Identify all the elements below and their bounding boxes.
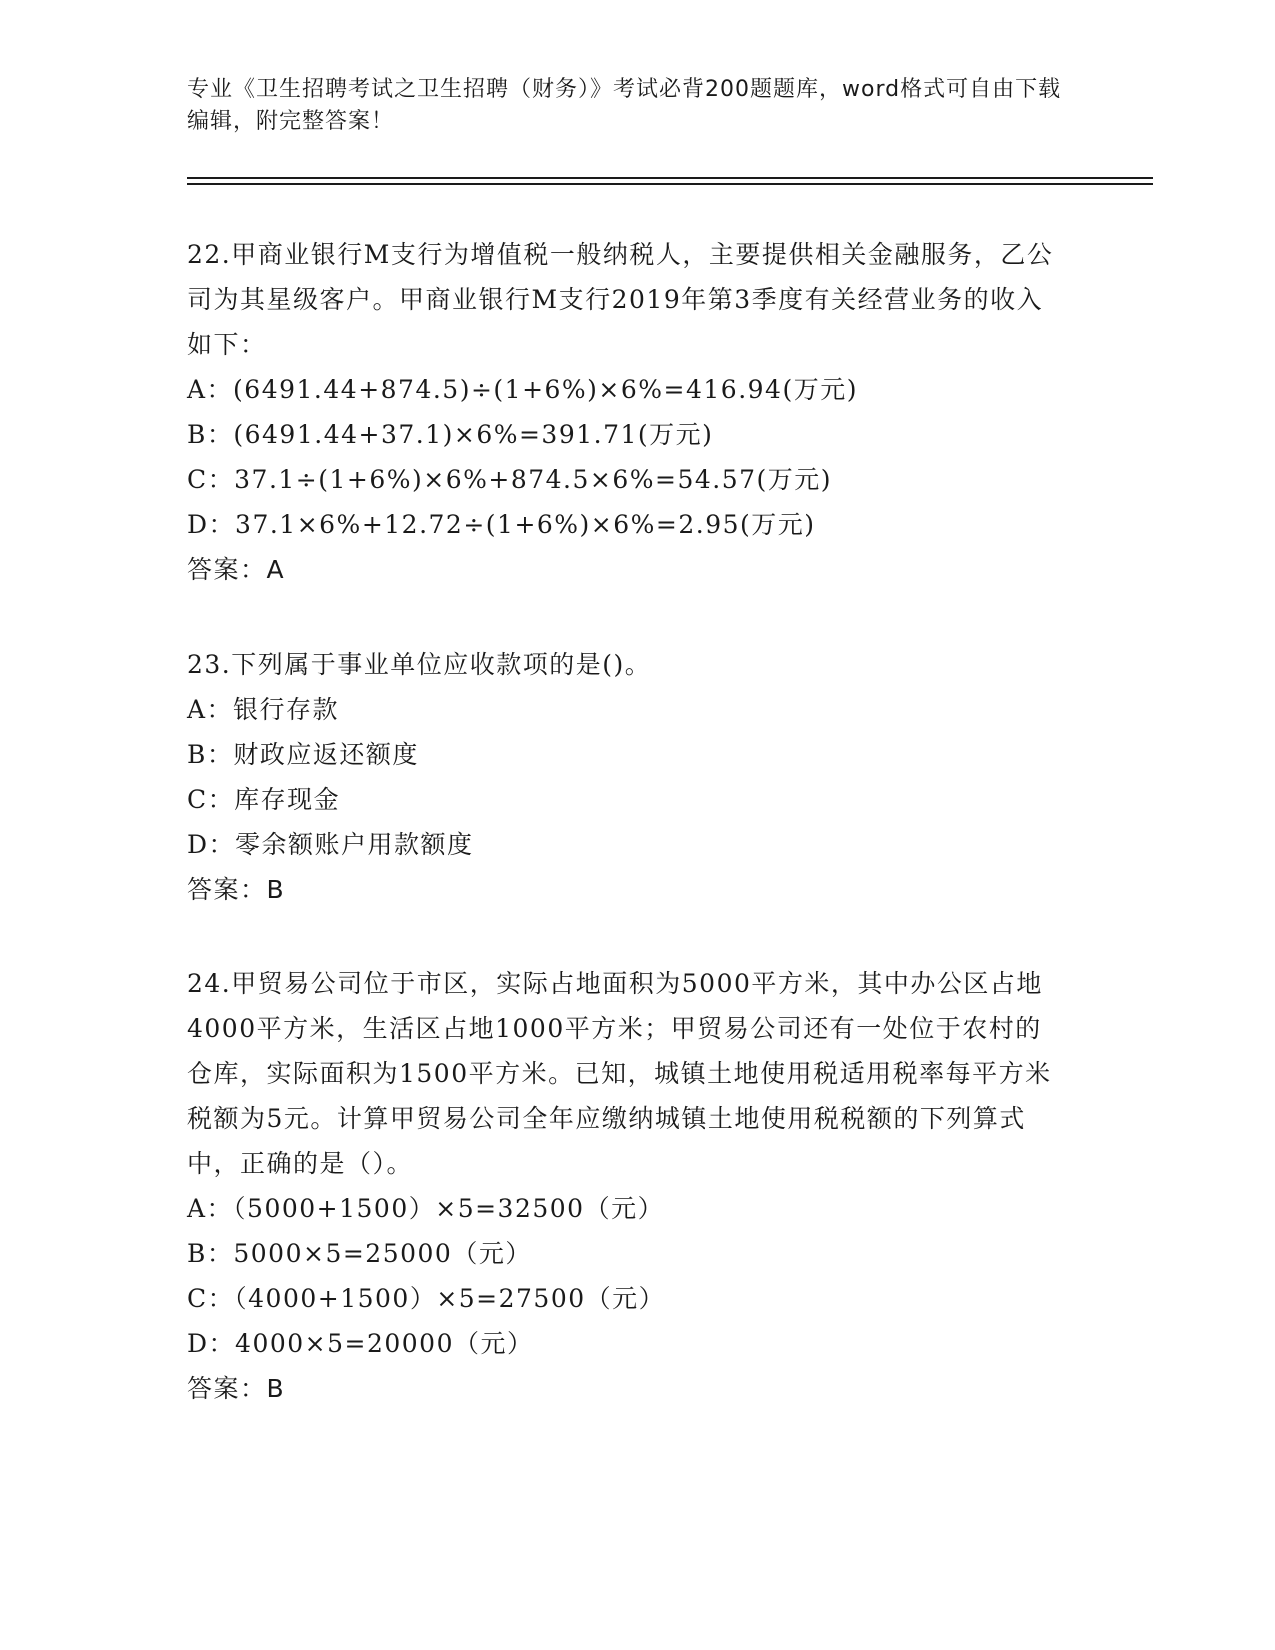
question-stem: 24.甲贸易公司位于市区，实际占地面积为5000平方米，其中办公区占地4000平方米，生活区占地1000平方米；甲贸易公司还有一处位于农村的仓库，实际面积为1500平方米。已知，城镇土地使用税适用税率每平方米税额为5元。计算甲贸易公司全年应缴纳城镇土地使用税税额的下列算式中，正确的是（）。 (187, 969, 1052, 1178)
header-divider-bottom (187, 183, 1153, 185)
option-d: D：4000×5=20000（元） (187, 1329, 534, 1358)
option-a: A：银行存款 (187, 695, 340, 724)
answer-label: 答案：A (187, 555, 286, 584)
document-header: 专业《卫生招聘考试之卫生招聘（财务）》考试必背200题题库，word格式可自由下载编辑，附完整答案！ (187, 77, 1062, 134)
option-c: C：库存现金 (187, 785, 341, 814)
option-c: C：（4000+1500）×5=27500（元） (187, 1284, 666, 1313)
option-d: D：37.1×6%+12.72÷(1+6%)×6%=2.95(万元) (187, 510, 816, 539)
question-24 (187, 961, 1067, 1411)
header-divider-top (187, 177, 1153, 179)
option-d: D：零余额账户用款额度 (187, 830, 474, 859)
option-c: C：37.1÷(1+6%)×6%+874.5×6%=54.57(万元) (187, 465, 833, 494)
answer-label: 答案：B (187, 875, 286, 904)
question-stem: 23.下列属于事业单位应收款项的是()。 (187, 650, 652, 679)
option-b: B：5000×5=25000（元） (187, 1239, 532, 1268)
option-b: B：(6491.44+37.1)×6%=391.71(万元) (187, 420, 714, 449)
option-b: B：财政应返还额度 (187, 740, 419, 769)
question-stem: 22.甲商业银行M支行为增值税一般纳税人，主要提供相关金融服务，乙公司为其星级客户。甲商业银行M支行2019年第3季度有关经营业务的收入如下： (187, 240, 1054, 359)
question-23 (187, 642, 1067, 912)
question-22 (187, 232, 1067, 592)
option-a: A：(6491.44+874.5)÷(1+6%)×6%=416.94(万元) (187, 375, 858, 404)
option-a: A：（5000+1500）×5=32500（元） (187, 1194, 665, 1223)
answer-label: 答案：B (187, 1374, 286, 1403)
